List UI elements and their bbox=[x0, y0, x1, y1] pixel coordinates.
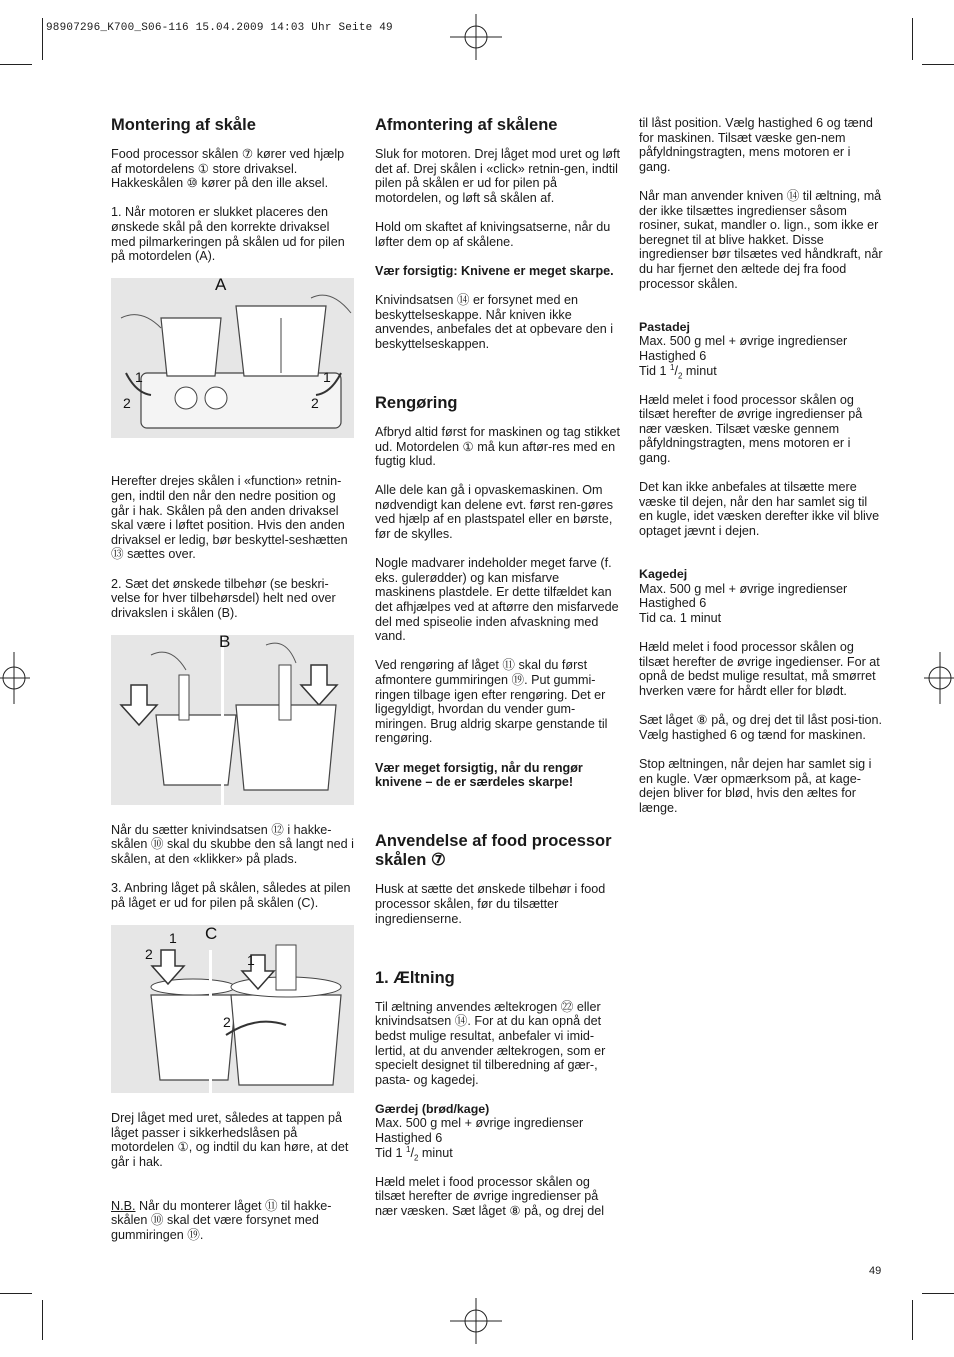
recipe-title: Gærdej (brød/kage) bbox=[375, 1101, 490, 1116]
recipe-title: Pastadej bbox=[639, 319, 690, 334]
registration-mark-bottom bbox=[450, 1298, 502, 1344]
recipe-line: Hastighed 6 bbox=[375, 1131, 443, 1146]
food-processor-b-drawing bbox=[111, 635, 354, 805]
section-title-anvendelse: Anvendelse af food processor skålen ⑦ bbox=[375, 832, 612, 870]
recipe-line: Hastighed 6 bbox=[639, 348, 707, 363]
figure-c-illustration bbox=[111, 925, 354, 1093]
paragraph: Husk at sætte det ønskede tilbehør i food processor skålen, før du tilsætter ingredienserne. bbox=[375, 882, 606, 926]
warning-text: Vær forsigtig: Knivene er meget skarpe. bbox=[375, 263, 614, 278]
recipe-line: Tid 1 $^1/_2$ minut bbox=[375, 1144, 453, 1163]
recipe-line: Tid 1 $^1/_2$ minut bbox=[639, 362, 717, 381]
figure-b-illustration bbox=[111, 635, 354, 805]
paragraph: Hæld melet i food processor skålen og tilsæt herefter de øvrige ingedienser. For at opnå de bedst mulige resultat, må smørret hverken være for hårdt eller for blødt. bbox=[639, 640, 880, 698]
crop-mark bbox=[42, 18, 43, 60]
step-number: 1 bbox=[135, 369, 143, 386]
paragraph: Herefter drejes skålen i «function» retnin-gen, indtil den når den nedre position og går i hak. Skålen på den anden drivaksel skal være i løftet position. Hvis den anden drivaksel er ledig, bør beskyttel-seshætten ⑬ sættes over. bbox=[111, 474, 348, 562]
paragraph: 3. Anbring låget på skålen, således at pilen på låget er ud for pilen på skålen (C). bbox=[111, 881, 351, 910]
paragraph: Ved rengøring af låget ⑪ skal du først afmontere gummiringen ⑲. Put gummi-ringen tilbage igen efter rengøring. Det er ligegyldigt, hvordan du vender gum-miringen. Brug aldrig skarpe genstande til rengøring. bbox=[375, 658, 608, 746]
note-text: Når du monterer låget ⑪ til hakke-skålen ⑩ skal det være forsynet med gummiringen ⑲. bbox=[111, 1198, 332, 1242]
paragraph: Sæt låget ⑧ på, og drej det til låst posi-tion. Vælg hastighed 6 og tænd for maskinen. bbox=[639, 713, 883, 742]
figure-label-a: A bbox=[215, 278, 227, 295]
registration-mark-top bbox=[450, 14, 502, 60]
recipe-line: Max. 500 g mel + øvrige ingredienser bbox=[639, 581, 848, 596]
paragraph: til låst position. Vælg hastighed 6 og tænd for maskinen. Tilsæt væske gen-nem påfyldningstragten, mens motoren er i gang. bbox=[639, 116, 873, 174]
print-header: 98907296_K700_S06-116 15.04.2009 14:03 Uhr Seite 49 bbox=[46, 22, 393, 34]
warning-text: Vær meget forsigtig, når du rengør knivene – de er særdeles skarpe! bbox=[375, 760, 583, 790]
paragraph: Afbryd altid først for maskinen og tag stikket ud. Motordelen ① må kun aftør-res med en fugtig klud. bbox=[375, 424, 620, 469]
section-title-rengoring: Rengøring bbox=[375, 393, 458, 412]
note-label: N.B. bbox=[111, 1198, 136, 1213]
section-title-aeltning: 1. Æltning bbox=[375, 968, 455, 987]
paragraph: Sluk for motoren. Drej låget mod uret og løft det af. Drej skålen i «click» retnin-gen, indtil pilen på skålen er ud for pilen på motordelen, og løft så skålen af. bbox=[375, 147, 620, 205]
paragraph: Hæld melet i food processor skålen og tilsæt herefter de øvrige ingredienser på nær væsken. Sæt låget ⑧ på, og drej del bbox=[375, 1174, 604, 1219]
column-1 bbox=[111, 116, 356, 1257]
step-number: 1 bbox=[247, 952, 255, 969]
crop-mark bbox=[922, 1293, 954, 1294]
paragraph: Drej låget med uret, således at tappen på låget passer i sikkerhedslåsen på motordelen ①, og indtil du kan høre, at det går i hak. bbox=[111, 1111, 349, 1169]
step-number: 1 bbox=[169, 930, 177, 947]
food-processor-a-drawing bbox=[111, 278, 354, 438]
crop-mark bbox=[42, 1300, 43, 1340]
recipe-line: Tid ca. 1 minut bbox=[639, 611, 722, 625]
recipe-title: Kagedej bbox=[639, 567, 688, 582]
registration-mark-left bbox=[0, 652, 30, 704]
figure-label-b: B bbox=[219, 634, 231, 651]
step-number: 2 bbox=[311, 395, 319, 412]
paragraph: 1. Når motoren er slukket placeres den ønskede skål på den korrekte drivaksel med pilmarkeringen på skålen ud for pilen på motordelen (A). bbox=[111, 205, 345, 264]
paragraph: Food processor skålen ⑦ kører ved hjælp af motordelens ① store drivaksel. Hakkeskålen ⑩ kører på den ille aksel. bbox=[111, 147, 345, 191]
paragraph: Nogle madvarer indeholder meget farve (f. eks. gulerødder) og kan misfarve maskinens plastdele. Er dette tilfældet kan det afhjælpes ved at aftørre den misfarvede del med spiseolie inden afvaskning med vand. bbox=[375, 556, 619, 644]
page-number: 49 bbox=[869, 1265, 882, 1277]
step-number: 2 bbox=[223, 1014, 231, 1031]
step-number: 2 bbox=[123, 395, 131, 412]
paragraph: Det kan ikke anbefales at tilsætte mere væske til dejen, når den har samlet sig til en kugle, idet væsken derefter ikke vil blive optaget jævnt i dejen. bbox=[639, 480, 880, 539]
figure-label-c: C bbox=[205, 925, 218, 944]
step-number: 2 bbox=[145, 946, 153, 963]
paragraph: Stop æltningen, når dejen har samlet sig i en kugle. Vær opmærksom på, at kage-dejen bliver for blød, hvis den æltes for længe. bbox=[639, 756, 872, 815]
paragraph: Til æltning anvendes æltekrogen ㉒ eller knivindsatsen ⑭. For at du kan opnå det bedst mulige resultat, anbefaler vi imid-lertid, at du anvender æltekrogen, som er specielt designet til tilberedning af gær-, pasta- og kagedej. bbox=[375, 999, 606, 1087]
step-number: 1 bbox=[323, 369, 331, 386]
recipe-line: Hastighed 6 bbox=[639, 596, 707, 611]
section-title-afmontering: Afmontering af skålene bbox=[375, 116, 558, 134]
recipe-line: Max. 500 g mel + øvrige ingredienser bbox=[375, 1116, 584, 1131]
paragraph: Når man anvender kniven ⑭ til æltning, må der ikke tilsættes ingredienser såsom rosiner, sukat, mandler o. lign., som ikke er beregnet til at blive hakket. Disse ingredienser bør tilsætes ved håndkraft, når du har fjernet den æltede dej fra food processor skålen. bbox=[639, 188, 883, 291]
paragraph: Alle dele kan gå i opvaskemaskinen. Om nødvendigt kan delene evt. først ren-gøres ved hjælp af en plastspatel eller en børste, før de skylles. bbox=[375, 483, 613, 542]
crop-mark bbox=[922, 64, 954, 65]
paragraph: Når du sætter knivindsatsen ⑫ i hakke-skålen ⑩ skal du skubbe den så langt ned i skålen, at den «klikker» på plads. bbox=[111, 822, 354, 867]
crop-mark bbox=[912, 1300, 913, 1340]
registration-mark-right bbox=[924, 652, 954, 704]
figure-a-illustration bbox=[111, 278, 354, 438]
note-paragraph bbox=[111, 1199, 356, 1243]
paragraph: Knivindsatsen ⑭ er forsynet med en beskyttelseskappe. Når kniven ikke anvendes, anbefales det at opbevare den i beskyttelseskappen. bbox=[375, 292, 614, 351]
crop-mark bbox=[912, 18, 913, 60]
recipe-line: Max. 500 g mel + øvrige ingredienser bbox=[639, 334, 848, 349]
crop-mark bbox=[0, 64, 32, 65]
paragraph: 2. Sæt det ønskede tilbehør (se beskri-velse for hver tilbehørsdel) helt ned over drivakslen i skålen (B). bbox=[111, 576, 336, 620]
column-3 bbox=[639, 116, 884, 830]
crop-mark bbox=[0, 1293, 32, 1294]
paragraph: Hold om skaftet af knivingsatserne, når du løfter dem op af skålene. bbox=[375, 219, 611, 249]
section-title-montering: Montering af skåle bbox=[111, 116, 256, 134]
column-2 bbox=[375, 116, 620, 1233]
paragraph: Hæld melet i food processor skålen og tilsæt herefter de øvrige ingredienser på nær væsken. Tilsæt væske gennem påfyldningstragten, mens motoren er i gang. bbox=[639, 392, 863, 466]
